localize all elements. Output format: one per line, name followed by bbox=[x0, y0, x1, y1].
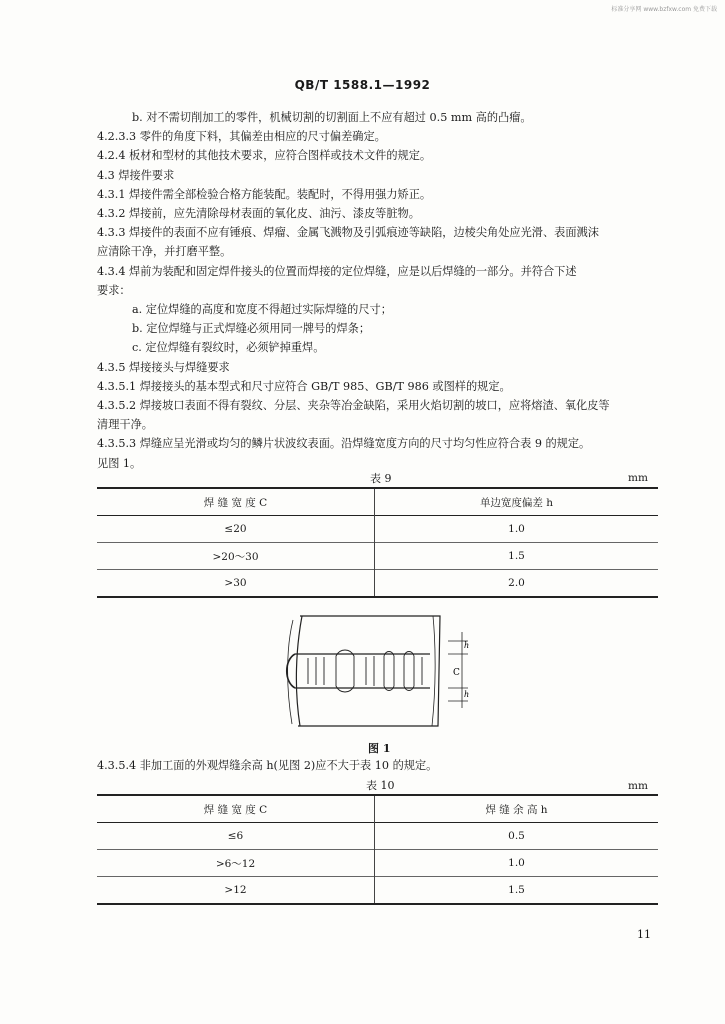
label-h-top: h bbox=[464, 641, 470, 650]
paragraph-line: 4.2.4 板材和型材的其他技术要求，应符合图样或技术文件的规定。 bbox=[97, 149, 432, 163]
column-header-reinforcement-height: 焊 缝 余 高 h bbox=[485, 803, 548, 816]
label-c: C bbox=[453, 668, 460, 678]
paragraph-line: 4.3.5.3 焊缝应呈光滑或均匀的鳞片状波纹表面。沿焊缝宽度方向的尺寸均匀性应符合表 9 的规定。 bbox=[97, 437, 591, 451]
paragraph-line: 4.3.1 焊接件需全部检验合格方能装配。装配时，不得用强力矫正。 bbox=[97, 187, 432, 201]
cell-deviation: 1.0 bbox=[508, 523, 525, 535]
cell-width: ≤6 bbox=[97, 823, 375, 850]
paragraph-line: 清理干净。 bbox=[97, 418, 153, 432]
column-header-deviation: 单边宽度偏差 h bbox=[479, 496, 554, 509]
weld-diagram bbox=[280, 608, 480, 736]
paragraph-line: 4.3 焊接件要求 bbox=[97, 168, 175, 182]
paragraph-line: c. 定位焊缝有裂纹时，必须铲掉重焊。 bbox=[132, 341, 325, 355]
table-row bbox=[97, 850, 658, 877]
weld-bead-wide bbox=[336, 650, 354, 692]
cell-height: 1.5 bbox=[508, 884, 525, 896]
cell-width: >6～12 bbox=[97, 850, 375, 877]
cell-width: >12 bbox=[97, 877, 375, 905]
cell-width: ≤20 bbox=[97, 516, 375, 543]
paragraph-line: 4.3.5 焊接接头与焊缝要求 bbox=[97, 360, 230, 374]
table-row bbox=[97, 516, 658, 543]
paragraph-line: b. 对不需切削加工的零件，机械切割的切割面上不应有超过 0.5 mm 高的凸瘤。 bbox=[132, 111, 532, 124]
cell-deviation: 2.0 bbox=[508, 577, 525, 589]
paragraph-line: 应清除干净，并打磨平整。 bbox=[97, 245, 232, 259]
label-h-bottom: h bbox=[464, 690, 470, 699]
table-header-row bbox=[97, 488, 658, 516]
cell-height: 0.5 bbox=[508, 830, 525, 842]
column-header-weld-width: 焊 缝 宽 度 C bbox=[97, 488, 375, 516]
paragraph-line: a. 定位焊缝的高度和宽度不得超过实际焊缝的尺寸； bbox=[132, 303, 392, 316]
paragraph-line: b. 定位焊缝与正式焊缝必须用同一牌号的焊条； bbox=[132, 322, 371, 336]
standard-header: QB/T 1588.1—1992 bbox=[294, 78, 431, 92]
table-row bbox=[97, 823, 658, 850]
table-10-title: 表 10 bbox=[366, 779, 395, 792]
cell-width: >20～30 bbox=[97, 543, 375, 570]
paragraph-line: 4.3.5.1 焊接接头的基本型式和尺寸应符合 GB/T 985、GB/T 986 或图样的规定。 bbox=[97, 379, 511, 393]
paragraph-line: 4.3.3 焊接件的表面不应有锤痕、焊瘤、金属飞溅物及引弧痕迹等缺陷，边棱尖角处应光滑、表面溅沫 bbox=[97, 226, 599, 240]
paragraph-line: 4.3.5.2 焊接坡口表面不得有裂纹、分层、夹杂等冶金缺陷，采用火焰切割的坡口，应将熔渣、氧化皮等 bbox=[97, 399, 610, 412]
cell-deviation: 1.5 bbox=[508, 550, 525, 562]
table-10 bbox=[97, 794, 658, 905]
figure-1-caption: 图 1 bbox=[368, 742, 391, 755]
paragraph-line: 4.3.2 焊接前，应先清除母材表面的氧化皮、油污、漆皮等脏物。 bbox=[97, 207, 420, 220]
table-header-row bbox=[97, 795, 658, 823]
table-9-title: 表 9 bbox=[370, 472, 392, 485]
paragraph-line: 4.2.3.3 零件的角度下料，其偏差由相应的尺寸偏差确定。 bbox=[97, 130, 386, 144]
column-header-weld-width: 焊 缝 宽 度 C bbox=[97, 795, 375, 823]
table-row bbox=[97, 877, 658, 905]
cell-width: >30 bbox=[97, 570, 375, 598]
table-row bbox=[97, 543, 658, 570]
table-row bbox=[97, 570, 658, 598]
table-9-unit: mm bbox=[628, 472, 648, 484]
page-number: 11 bbox=[637, 928, 651, 941]
table-10-unit: mm bbox=[628, 780, 648, 792]
paragraph-4354: 4.3.5.4 非加工面的外观焊缝余高 h(见图 2)应不大于表 10 的规定。 bbox=[97, 759, 438, 772]
plate-outline bbox=[298, 616, 440, 726]
paragraph-line: 4.3.4 焊前为装配和固定焊件接头的位置而焊接的定位焊缝，应是以后焊缝的一部分。并符合下述 bbox=[97, 264, 577, 278]
table-9 bbox=[97, 487, 658, 598]
watermark: 标准分享网 www.bzfxw.com 免费下载 bbox=[611, 6, 717, 13]
cell-height: 1.0 bbox=[508, 857, 525, 869]
paragraph-line: 要求： bbox=[97, 283, 131, 297]
paragraph-line: 见图 1。 bbox=[97, 456, 142, 470]
